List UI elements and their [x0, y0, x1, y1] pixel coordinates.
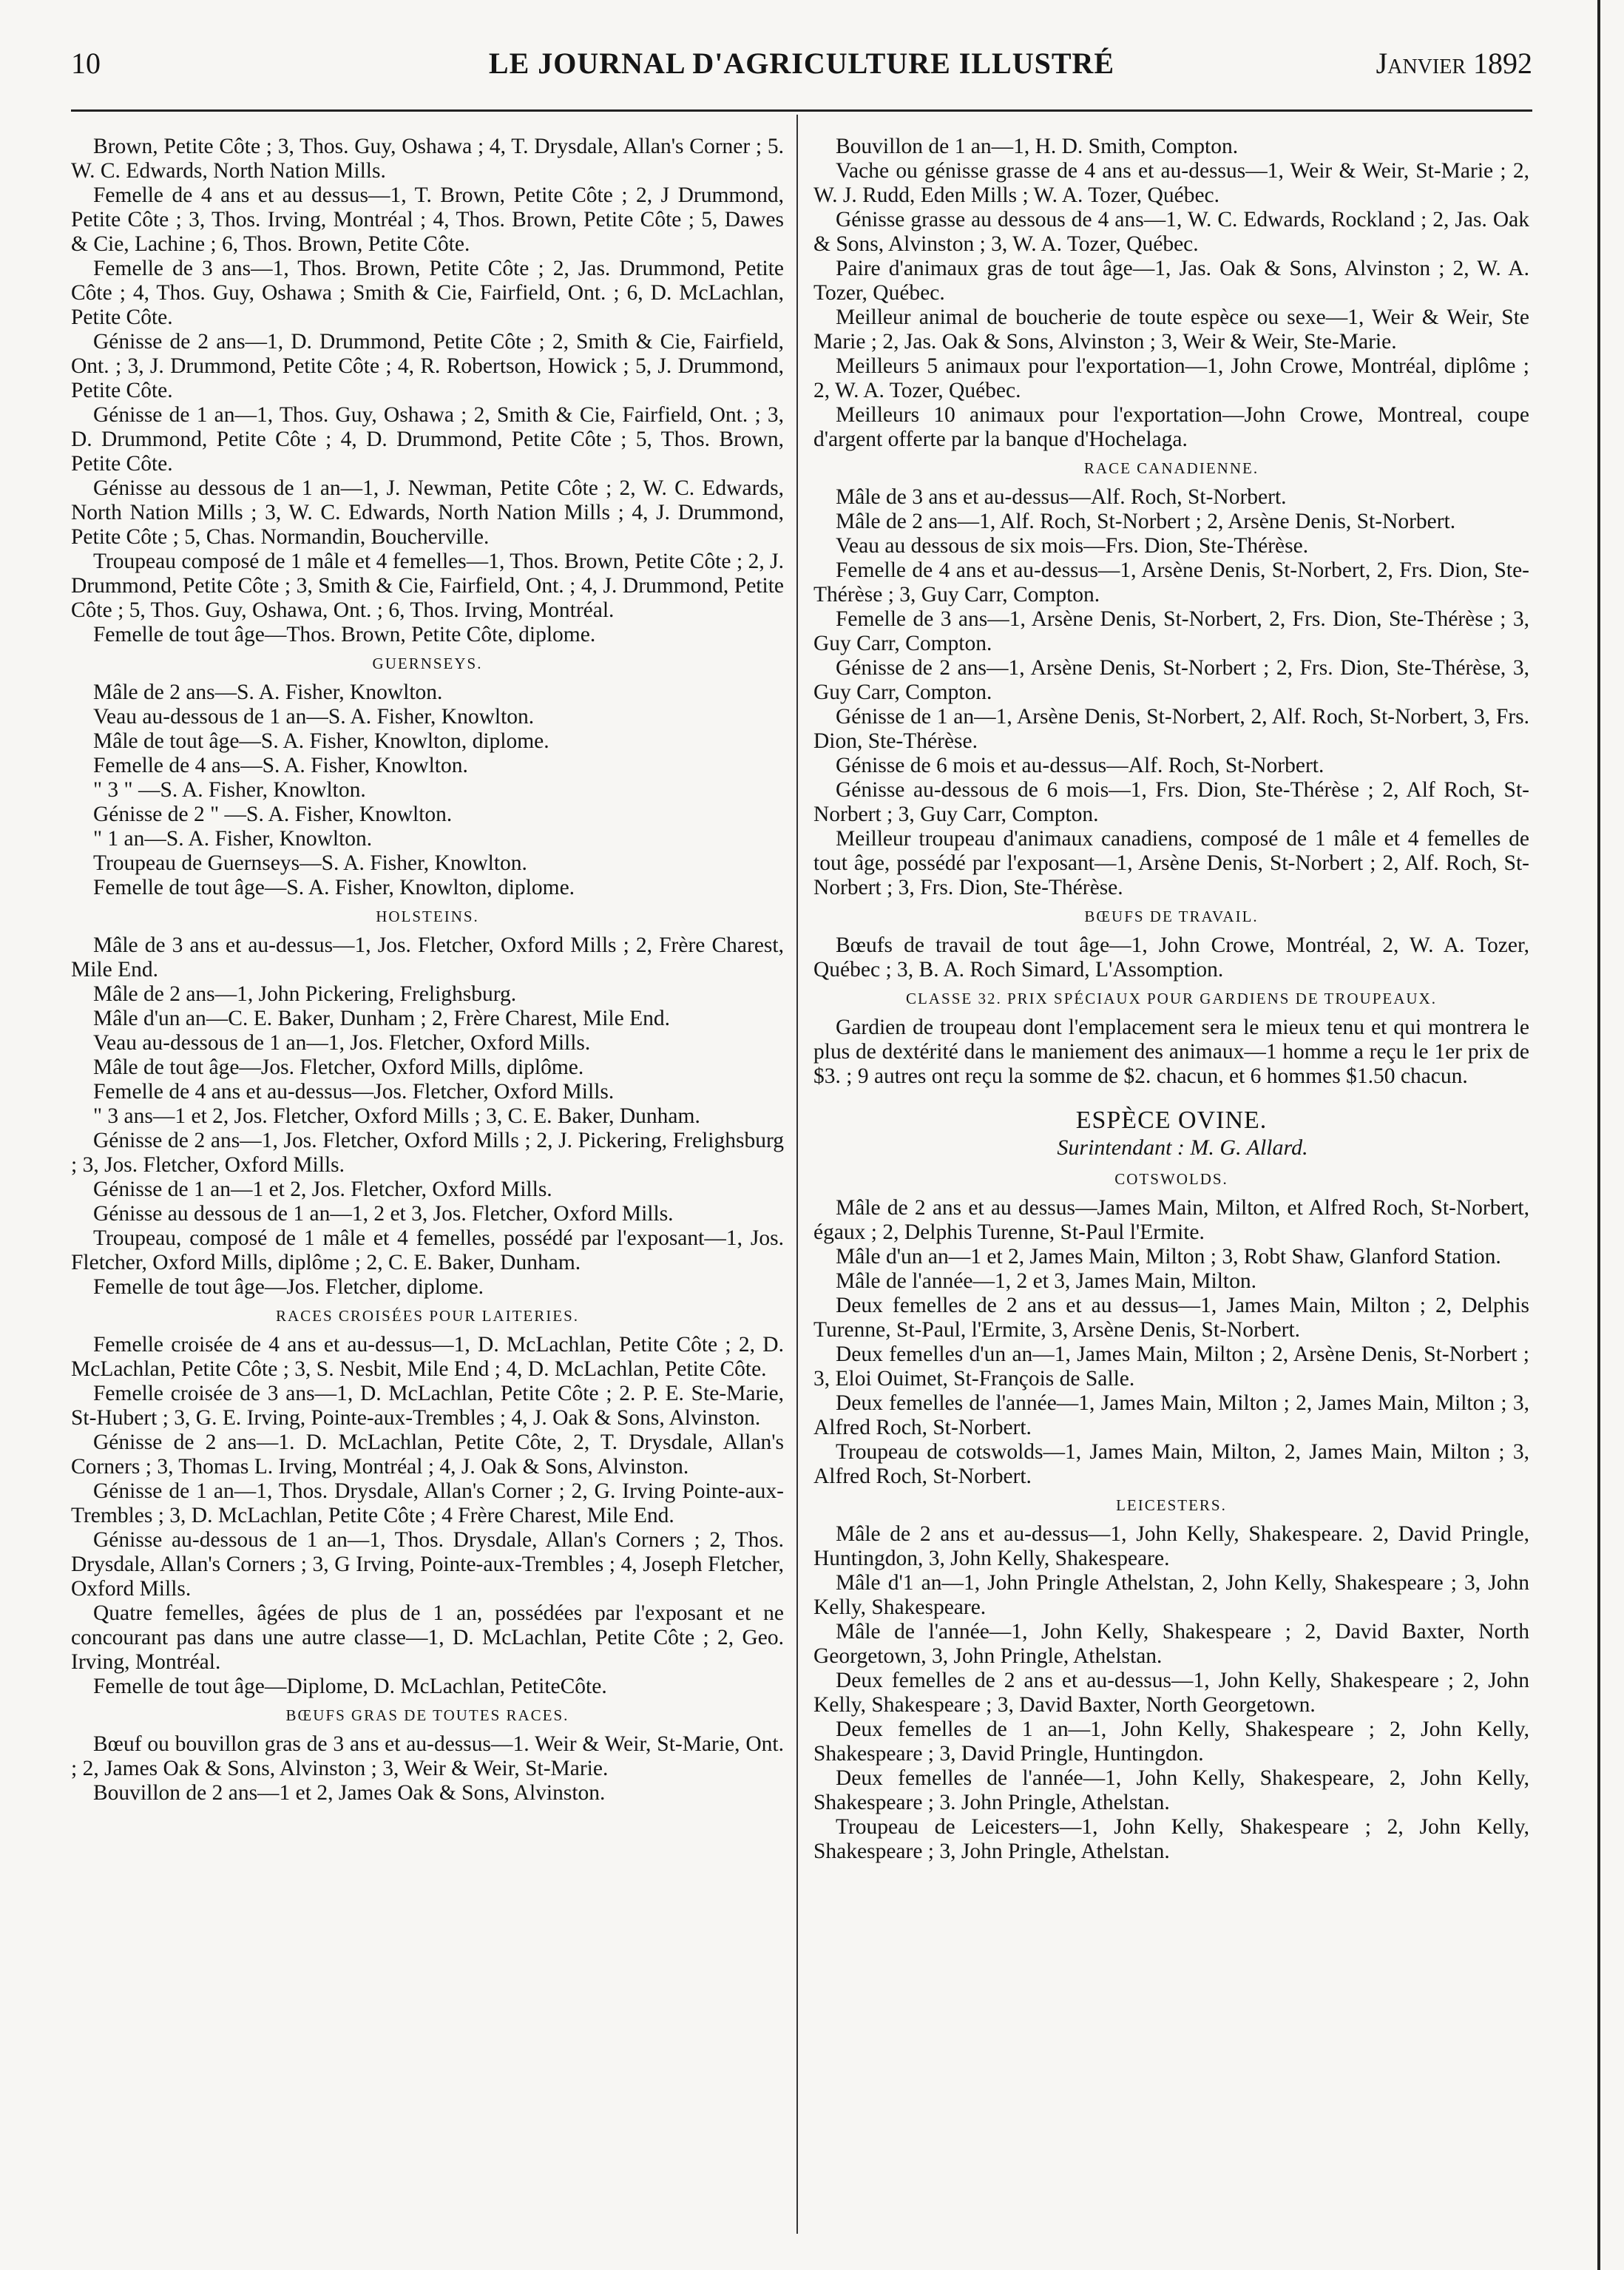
paragraph: Mâle de 2 ans et au dessus—James Main, Milton, et Alfred Roch, St-Norbert, égaux ; 2, Delphis Turenne, St-Paul l'Ermite.	[813, 1196, 1529, 1244]
section-heading: COTSWOLDS.	[1114, 1170, 1228, 1188]
paragraph: Femelle de tout âge—Jos. Fletcher, diplome.	[93, 1275, 484, 1299]
paragraph: Veau au-dessous de 1 an—S. A. Fisher, Knowlton.	[93, 705, 535, 729]
paragraph: Génisse au-dessous de 6 mois—1, Frs. Dion, Ste-Thérèse ; 2, Alf Roch, St-Norbert ; 3, Guy Carr, Compton.	[813, 778, 1529, 826]
paragraph: Mâle de 2 ans—S. A. Fisher, Knowlton.	[93, 680, 443, 704]
paragraph: Mâle de 2 ans—1, John Pickering, Frelighsburg.	[93, 982, 517, 1006]
paragraph: Génisse de 1 an—1, Thos. Drysdale, Allan's Corner ; 2, G. Irving Pointe-aux-Trembles ; 3, D. McLachlan, Petite Côte ; 4 Frère Charest, Mile End.	[71, 1479, 784, 1527]
paragraph: Bouvillon de 1 an—1, H. D. Smith, Compton.	[836, 135, 1239, 158]
paragraph: Deux femelles de l'année—1, James Main, Milton ; 2, James Main, Milton ; 3, Alfred Roch, St-Norbert.	[813, 1391, 1529, 1439]
paragraph: Génisse grasse au dessous de 4 ans—1, W. C. Edwards, Rockland ; 2, Jas. Oak & Sons, Alvinston ; 3, W. A. Tozer, Québec.	[813, 208, 1529, 256]
paragraph: Femelle croisée de 3 ans—1, D. McLachlan, Petite Côte ; 2. P. E. Ste-Marie, St-Hubert ; 3, G. E. Irving, Pointe-aux-Trembles ; 4, J. Oak & Sons, Alvinston.	[71, 1382, 784, 1430]
paragraph: Mâle de 3 ans et au-dessus—1, Jos. Fletcher, Oxford Mills ; 2, Frère Charest, Mile End.	[71, 933, 784, 982]
issue-date: Janvier 1892	[1376, 47, 1532, 80]
paragraph: Meilleur animal de boucherie de toute espèce ou sexe—1, Weir & Weir, Ste Marie ; 2, Jas. Oak & Sons, Alvinston ; 3, Weir & Weir, Ste-Marie.	[813, 305, 1529, 354]
paragraph: Femelle de tout âge—Diplome, D. McLachlan, PetiteCôte.	[93, 1675, 607, 1698]
paragraph: Mâle de tout âge—Jos. Fletcher, Oxford Mills, diplôme.	[93, 1055, 584, 1079]
section-heading: LEICESTERS.	[1116, 1496, 1227, 1514]
paragraph: Génisse de 2 ans—1. D. McLachlan, Petite Côte, 2, T. Drysdale, Allan's Corners ; 3, Thomas L. Irving, Montréal ; 4, J. Oak & Sons, Alvinston.	[71, 1430, 784, 1479]
paragraph: " 3 ans—1 et 2, Jos. Fletcher, Oxford Mills ; 3, C. E. Baker, Dunham.	[93, 1104, 700, 1128]
paragraph: Troupeau, composé de 1 mâle et 4 femelles, possédé par l'exposant—1, Jos. Fletcher, Oxford Mills, diplôme ; 2, C. E. Baker, Dunham.	[71, 1226, 784, 1274]
section-heading: GUERNSEYS.	[372, 655, 483, 672]
paragraph: Génisse de 1 an—1 et 2, Jos. Fletcher, Oxford Mills.	[93, 1178, 552, 1201]
paragraph: Génisse de 2 ans—1, Jos. Fletcher, Oxford Mills ; 2, J. Pickering, Frelighsburg ; 3, Jos. Fletcher, Oxford Mills.	[71, 1129, 784, 1177]
section-heading: BŒUFS DE TRAVAIL.	[1084, 908, 1259, 925]
page-header	[71, 46, 1532, 98]
paragraph: Veau au-dessous de 1 an—1, Jos. Fletcher, Oxford Mills.	[93, 1031, 591, 1055]
paragraph: Femelle de 4 ans et au dessus—1, T. Brown, Petite Côte ; 2, J Drummond, Petite Côte ; 3, Thos. Irving, Montréal ; 4, Thos. Brown, Petite Côte ; 5, Dawes & Cie, Lachine ; 6, Thos. Brown, Petite Côte.	[71, 183, 784, 256]
paragraph: Femelle de 4 ans—S. A. Fisher, Knowlton.	[93, 754, 468, 777]
paragraph: Deux femelles de l'année—1, John Kelly, Shakespeare, 2, John Kelly, Shakespeare ; 3. John Pringle, Athelstan.	[813, 1766, 1529, 1814]
paragraph: Troupeau de cotswolds—1, James Main, Milton, 2, James Main, Milton ; 3, Alfred Roch, St-Norbert.	[813, 1440, 1529, 1488]
section-heading: CLASSE 32. PRIX SPÉCIAUX POUR GARDIENS DE TROUPEAUX.	[906, 990, 1437, 1007]
paragraph: Meilleurs 5 animaux pour l'exportation—1, John Crowe, Montréal, diplôme ; 2, W. A. Tozer, Québec.	[813, 354, 1529, 402]
paragraph: Génisse de 6 mois et au-dessus—Alf. Roch, St-Norbert.	[836, 754, 1324, 777]
page-edge-rule	[1597, 0, 1600, 2270]
paragraph: Génisse de 2 ans—1, D. Drummond, Petite Côte ; 2, Smith & Cie, Fairfield, Ont. ; 3, J. Drummond, Petite Côte ; 4, R. Robertson, Howick ; 5, J. Drummond, Petite Côte.	[71, 330, 784, 402]
paragraph: " 1 an—S. A. Fisher, Knowlton.	[93, 827, 373, 851]
paragraph: Gardien de troupeau dont l'emplacement sera le mieux tenu et qui montrera le plus de dextérité dans le maniement des animaux—1 homme a reçu le 1er prix de $3. ; 9 autres ont reçu la somme de $2. chacun, et 6 hommes $1.50 chacun.	[813, 1016, 1529, 1088]
paragraph: Meilleurs 10 animaux pour l'exportation—John Crowe, Montreal, coupe d'argent offerte par la banque d'Hochelaga.	[813, 403, 1529, 451]
column-divider	[796, 115, 798, 2234]
paragraph: Génisse de 2 " —S. A. Fisher, Knowlton.	[93, 803, 453, 826]
paragraph: Deux femelles de 2 ans et au-dessus—1, John Kelly, Shakespeare ; 2, John Kelly, Shakespeare ; 3, David Baxter, North Georgetown.	[813, 1669, 1529, 1717]
paragraph: Mâle d'un an—1 et 2, James Main, Milton ; 3, Robt Shaw, Glanford Station.	[836, 1245, 1501, 1269]
section-heading: RACE CANADIENNE.	[1083, 459, 1259, 477]
paragraph: Veau au dessous de six mois—Frs. Dion, Ste-Thérèse.	[836, 534, 1309, 558]
section-heading: HOLSTEINS.	[376, 908, 479, 925]
paragraph: Génisse de 2 ans—1, Arsène Denis, St-Norbert ; 2, Frs. Dion, Ste-Thérèse, 3, Guy Carr, Compton.	[813, 656, 1529, 704]
paragraph: Génisse de 1 an—1, Arsène Denis, St-Norbert, 2, Alf. Roch, St-Norbert, 3, Frs. Dion, Ste-Thérèse.	[813, 705, 1529, 753]
paragraph: Femelle de 3 ans—1, Thos. Brown, Petite Côte ; 2, Jas. Drummond, Petite Côte ; 4, Thos. Guy, Oshawa ; Smith & Cie, Fairfield, Ont. ; 6, D. McLachlan, Petite Côte.	[71, 257, 784, 329]
paragraph: Troupeau de Leicesters—1, John Kelly, Shakespeare ; 2, John Kelly, Shakespeare ; 3, John Pringle, Athelstan.	[813, 1815, 1529, 1863]
paragraph: Troupeau de Guernseys—S. A. Fisher, Knowlton.	[93, 851, 527, 875]
left-column	[71, 135, 784, 1805]
journal-title: LE JOURNAL D'AGRICULTURE ILLUSTRÉ	[488, 47, 1115, 80]
paragraph: Bouvillon de 2 ans—1 et 2, James Oak & Sons, Alvinston.	[93, 1781, 606, 1805]
paragraph: Femelle de tout âge—Thos. Brown, Petite Côte, diplome.	[93, 623, 596, 646]
paragraph: Mâle de 3 ans et au-dessus—Alf. Roch, St-Norbert.	[836, 485, 1287, 509]
paragraph: Bœufs de travail de tout âge—1, John Crowe, Montréal, 2, W. A. Tozer, Québec ; 3, B. A. Roch Simard, L'Assomption.	[813, 933, 1529, 982]
section-heading: RACES CROISÉES POUR LAITERIES.	[275, 1307, 580, 1325]
paragraph: Mâle d'1 an—1, John Pringle Athelstan, 2, John Kelly, Shakespeare ; 3, John Kelly, Shakespeare.	[813, 1571, 1529, 1619]
paragraph: Deux femelles de 2 ans et au dessus—1, James Main, Milton ; 2, Delphis Turenne, St-Paul, l'Ermite, 3, Arsène Denis, St-Norbert.	[813, 1294, 1529, 1342]
paragraph: Paire d'animaux gras de tout âge—1, Jas. Oak & Sons, Alvinston ; 2, W. A. Tozer, Québec.	[813, 257, 1529, 305]
right-column	[813, 135, 1529, 1864]
paragraph: Mâle d'un an—C. E. Baker, Dunham ; 2, Frère Charest, Mile End.	[93, 1007, 670, 1030]
paragraph: Femelle de 3 ans—1, Arsène Denis, St-Norbert, 2, Frs. Dion, Ste-Thérèse ; 3, Guy Carr, Compton.	[813, 607, 1529, 655]
paragraph: Bœuf ou bouvillon gras de 3 ans et au-dessus—1. Weir & Weir, St-Marie, Ont. ; 2, James Oak & Sons, Alvinston ; 3, Weir & Weir, St-Marie.	[71, 1732, 784, 1780]
paragraph: Mâle de tout âge—S. A. Fisher, Knowlton, diplome.	[93, 729, 549, 753]
paragraph: Femelle de 4 ans et au-dessus—Jos. Fletcher, Oxford Mills.	[93, 1080, 615, 1104]
paragraph: Génisse de 1 an—1, Thos. Guy, Oshawa ; 2, Smith & Cie, Fairfield, Ont. ; 3, D. Drummond, Petite Côte ; 4, D. Drummond, Petite Côte ; 5, Thos. Brown, Petite Côte.	[71, 403, 784, 476]
header-rule	[71, 109, 1532, 112]
paragraph: Deux femelles d'un an—1, James Main, Milton ; 2, Arsène Denis, St-Norbert ; 3, Eloi Ouimet, St-François de Salle.	[813, 1342, 1529, 1391]
paragraph: Génisse au dessous de 1 an—1, J. Newman, Petite Côte ; 2, W. C. Edwards, North Nation Mills ; 3, W. C. Edwards, North Nation Mills ; 4, J. Drummond, Petite Côte ; 5, Chas. Normandin, Boucherville.	[71, 476, 784, 549]
paragraph: Mâle de 2 ans et au-dessus—1, John Kelly, Shakespeare. 2, David Pringle, Huntingdon, 3, John Kelly, Shakespeare.	[813, 1522, 1529, 1570]
paragraph: Femelle de tout âge—S. A. Fisher, Knowlton, diplome.	[93, 876, 575, 899]
paragraph: Génisse au-dessous de 1 an—1, Thos. Drysdale, Allan's Corners ; 2, Thos. Drysdale, Allan's Corners ; 3, G Irving, Pointe-aux-Trembles ; 4, Joseph Fletcher, Oxford Mills.	[71, 1528, 784, 1601]
paragraph: " 3 " —S. A. Fisher, Knowlton.	[93, 778, 366, 802]
subheading: Surintendant : M. G. Allard.	[1057, 1135, 1308, 1160]
paragraph: Brown, Petite Côte ; 3, Thos. Guy, Oshawa ; 4, T. Drysdale, Allan's Corner ; 5. W. C. Edwards, North Nation Mills.	[71, 135, 784, 183]
paragraph: Troupeau composé de 1 mâle et 4 femelles—1, Thos. Brown, Petite Côte ; 2, J. Drummond, Petite Côte ; 3, Smith & Cie, Fairfield, Ont. ; 4, J. Drummond, Petite Côte ; 5, Thos. Guy, Oshawa, Ont. ; 6, Thos. Irving, Montréal.	[71, 550, 784, 622]
paragraph: Femelle de 4 ans et au-dessus—1, Arsène Denis, St-Norbert, 2, Frs. Dion, Ste-Thérèse ; 3, Guy Carr, Compton.	[813, 558, 1529, 607]
paragraph: Quatre femelles, âgées de plus de 1 an, possédées par l'exposant et ne concourant pas dans une autre classe—1, D. McLachlan, Petite Côte ; 2, Geo. Irving, Montréal.	[71, 1601, 784, 1674]
main-heading: ESPÈCE OVINE.	[1075, 1107, 1268, 1134]
paragraph: Deux femelles de 1 an—1, John Kelly, Shakespeare ; 2, John Kelly, Shakespeare ; 3, David Pringle, Huntingdon.	[813, 1717, 1529, 1766]
paragraph: Mâle de l'année—1, John Kelly, Shakespeare ; 2, David Baxter, North Georgetown, 3, John Pringle, Athelstan.	[813, 1620, 1529, 1668]
paragraph: Mâle de l'année—1, 2 et 3, James Main, Milton.	[836, 1269, 1256, 1293]
paragraph: Femelle croisée de 4 ans et au-dessus—1, D. McLachlan, Petite Côte ; 2, D. McLachlan, Petite Côte ; 3, S. Nesbit, Mile End ; 4, D. McLachlan, Petite Côte.	[71, 1333, 784, 1381]
page-number: 10	[71, 47, 101, 80]
paragraph: Meilleur troupeau d'animaux canadiens, composé de 1 mâle et 4 femelles de tout âge, possédé par l'exposant—1, Arsène Denis, St-Norbert ; 2, Alf. Roch, St-Norbert ; 3, Frs. Dion, Ste-Thérèse.	[813, 827, 1529, 899]
paragraph: Vache ou génisse grasse de 4 ans et au-dessus—1, Weir & Weir, St-Marie ; 2, W. J. Rudd, Eden Mills ; W. A. Tozer, Québec.	[813, 159, 1529, 207]
paragraph: Génisse au dessous de 1 an—1, 2 et 3, Jos. Fletcher, Oxford Mills.	[93, 1202, 674, 1226]
paragraph: Mâle de 2 ans—1, Alf. Roch, St-Norbert ; 2, Arsène Denis, St-Norbert.	[836, 510, 1456, 533]
section-heading: BŒUFS GRAS DE TOUTES RACES.	[285, 1706, 569, 1724]
